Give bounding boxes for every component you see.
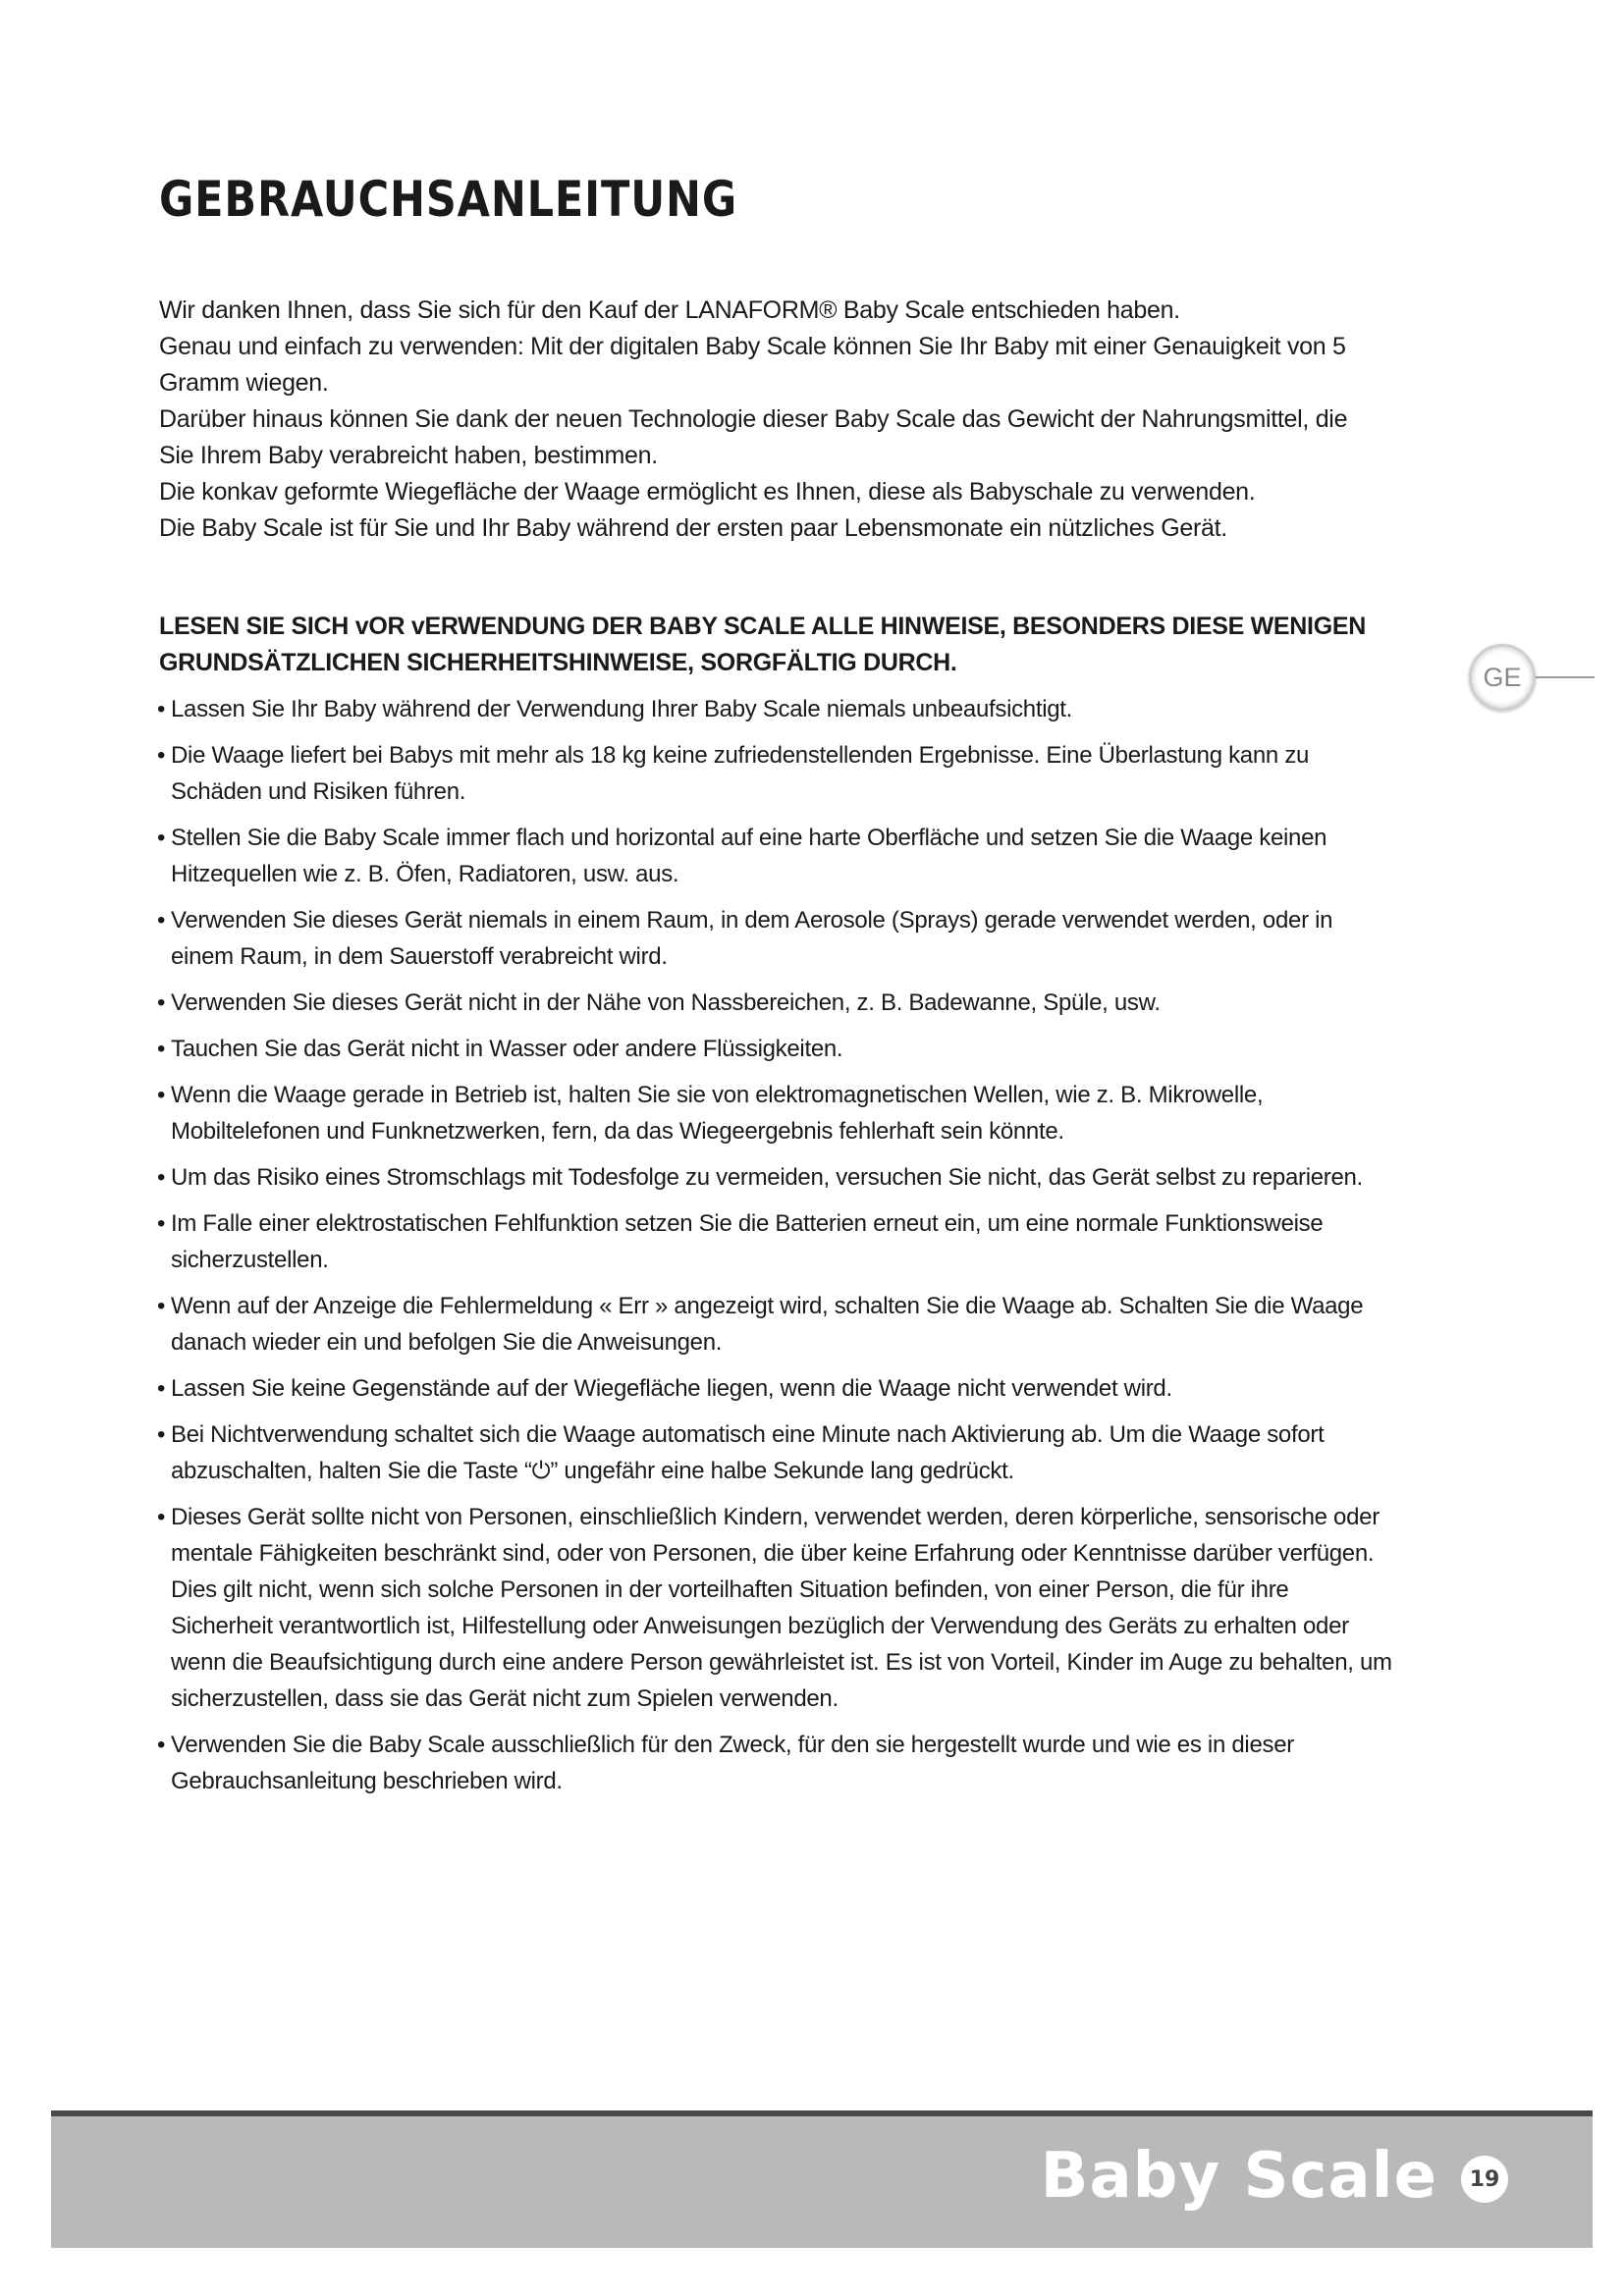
list-item: • Verwenden Sie dieses Gerät niemals in einem Raum, in dem Aerosole (Sprays) gerade verwendet werden, oder in einem Raum, in dem Sauerstoff verabreicht wird. <box>159 902 1396 975</box>
language-badge: GE <box>1469 644 1536 711</box>
safety-instructions-list <box>159 691 1396 1809</box>
list-item: • Tauchen Sie das Gerät nicht in Wasser oder andere Flüssigkeiten. <box>159 1031 1396 1067</box>
intro-section <box>159 293 1386 547</box>
safety-warning-heading: LESEN SIE SICH vOR vERWENDUNG DER BABY SCALE ALLE HINWEISE, BESONDERS DIESE WENIGEN GRUNDSÄTZLICHEN SICHERHEITSHINWEISE, SORGFÄLTIG DURCH. <box>159 613 1366 676</box>
intro-paragraph: Darüber hinaus können Sie dank der neuen Technologie dieser Baby Scale das Gewicht der Nahrungsmittel, die Sie Ihrem Baby verabreicht haben, bestimmen. <box>159 405 1348 469</box>
list-item: • Im Falle einer elektrostatischen Fehlfunktion setzen Sie die Batterien erneut ein, um eine normale Funktionsweise sicherzustellen. <box>159 1205 1396 1278</box>
intro-paragraph: Die Baby Scale ist für Sie und Ihr Baby während der ersten paar Lebensmonate ein nützliches Gerät. <box>159 514 1227 542</box>
list-item: • Um das Risiko eines Stromschlags mit Todesfolge zu vermeiden, versuchen Sie nicht, das Gerät selbst zu reparieren. <box>159 1159 1396 1196</box>
list-item: • Dieses Gerät sollte nicht von Personen, einschließlich Kindern, verwendet werden, deren körperliche, sensorische oder mentale Fähigkeiten beschränkt sind, oder von Personen, die über keine Erfahrung oder Kenntnisse darüber verfügen. Dies gilt nicht, wenn sich solche Personen in der vorteilhaften Situation befinden, von einer Person, die für ihre Sicherheit verantwortlich ist, Hilfestellung oder Anweisungen bezüglich der Verwendung des Geräts zu erhalten oder wenn die Beaufsichtigung durch eine andere Person gewährleistet ist. Es ist von Vorteil, Kinder im Auge zu behalten, um sicherzustellen, dass sie das Gerät nicht zum Spielen verwenden. <box>159 1499 1396 1717</box>
list-item: • Stellen Sie die Baby Scale immer flach und horizontal auf eine harte Oberfläche und setzen Sie die Waage keinen Hitzequellen wie z. B. Öfen, Radiatoren, usw. aus. <box>159 820 1396 892</box>
list-item: • Die Waage liefert bei Babys mit mehr als 18 kg keine zufriedenstellenden Ergebnisse. Eine Überlastung kann zu Schäden und Risiken führen. <box>159 737 1396 810</box>
list-item: • Lassen Sie keine Gegenstände auf der Wiegefläche liegen, wenn die Waage nicht verwendet wird. <box>159 1370 1396 1407</box>
intro-paragraph: Wir danken Ihnen, dass Sie sich für den Kauf der LANAFORM® Baby Scale entschieden haben. <box>159 296 1180 324</box>
list-item: • Wenn die Waage gerade in Betrieb ist, halten Sie sie von elektromagnetischen Wellen, wie z. B. Mikrowelle, Mobiltelefonen und Funknetzwerken, fern, da das Wiegeergebnis fehlerhaft sein könnte. <box>159 1077 1396 1149</box>
list-item: • Verwenden Sie die Baby Scale ausschließlich für den Zweck, für den sie hergestellt wurde und wie es in dieser Gebrauchsanleitung beschrieben wird. <box>159 1727 1396 1799</box>
intro-paragraph: Die konkav geformte Wiegefläche der Waage ermöglicht es Ihnen, diese als Babyschale zu verwenden. <box>159 478 1256 506</box>
list-item: • Verwenden Sie dieses Gerät nicht in der Nähe von Nassbereichen, z. B. Badewanne, Spüle, usw. <box>159 985 1396 1021</box>
list-item: • Lassen Sie Ihr Baby während der Verwendung Ihrer Baby Scale niemals unbeaufsichtigt. <box>159 691 1396 727</box>
footer-product-name: Baby Scale <box>1040 2140 1437 2213</box>
intro-paragraph: Genau und einfach zu verwenden: Mit der digitalen Baby Scale können Sie Ihr Baby mit einer Genauigkeit von 5 Gramm wiegen. <box>159 333 1346 397</box>
page-title: GEBRAUCHSANLEITUNG <box>159 171 737 228</box>
list-item: • Bei Nichtverwendung schaltet sich die Waage automatisch eine Minute nach Aktivierung ab. Um die Waage sofort abzuschalten, halten Sie die Taste “⏻” ungefähr eine halbe Sekunde lang gedrückt. <box>159 1416 1396 1489</box>
language-badge-divider <box>1536 676 1595 678</box>
list-item: • Wenn auf der Anzeige die Fehlermeldung « Err » angezeigt wird, schalten Sie die Waage ab. Schalten Sie die Waage danach wieder ein und befolgen Sie die Anweisungen. <box>159 1288 1396 1361</box>
page-number: 19 <box>1461 2156 1508 2203</box>
